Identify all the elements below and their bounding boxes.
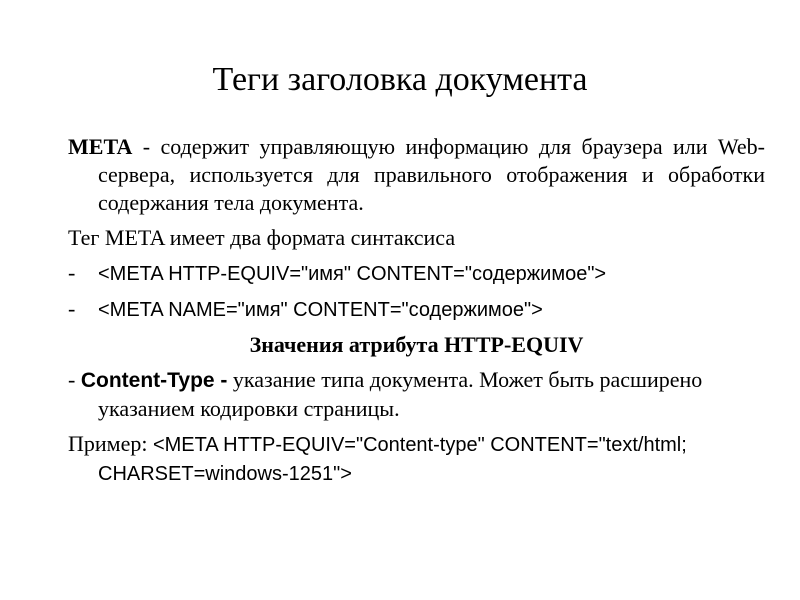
syntax-format-item [68, 295, 765, 324]
syntax-format-code: <META NAME="имя" CONTENT="содержимое"> [98, 299, 543, 321]
meta-term: META [68, 134, 133, 159]
example-code: <META HTTP-EQUIV="Content-type" CONTENT="text/html; CHARSET=windows-1251"> [98, 434, 687, 485]
meta-definition [68, 133, 765, 217]
syntax-format-item [68, 259, 765, 288]
meta-definition-text: - содержит управляющую информацию для браузера или Web-сервера, используется для правильного отображения и обработки содержания тела документа. [98, 134, 765, 215]
slide-title: Теги заголовка документа [212, 61, 588, 98]
attribute-values-heading: Значения атрибута HTTP-EQUIV [249, 332, 584, 357]
syntax-intro: Тег META имеет два формата синтаксиса [68, 225, 456, 250]
bullet-marker: - [68, 296, 76, 321]
content-type-item [68, 366, 765, 423]
slide-body [68, 133, 765, 495]
syntax-format-code: <META HTTP-EQUIV="имя" CONTENT="содержимое"> [98, 263, 607, 285]
example-label: Пример: [68, 431, 153, 456]
content-type-prefix: - [68, 367, 81, 392]
content-type-text: указание типа документа. Может быть расширено указанием кодировки страницы. [98, 367, 703, 421]
bullet-marker: - [68, 260, 76, 285]
content-type-term: Content-Type - [80, 369, 228, 392]
example [68, 430, 765, 488]
